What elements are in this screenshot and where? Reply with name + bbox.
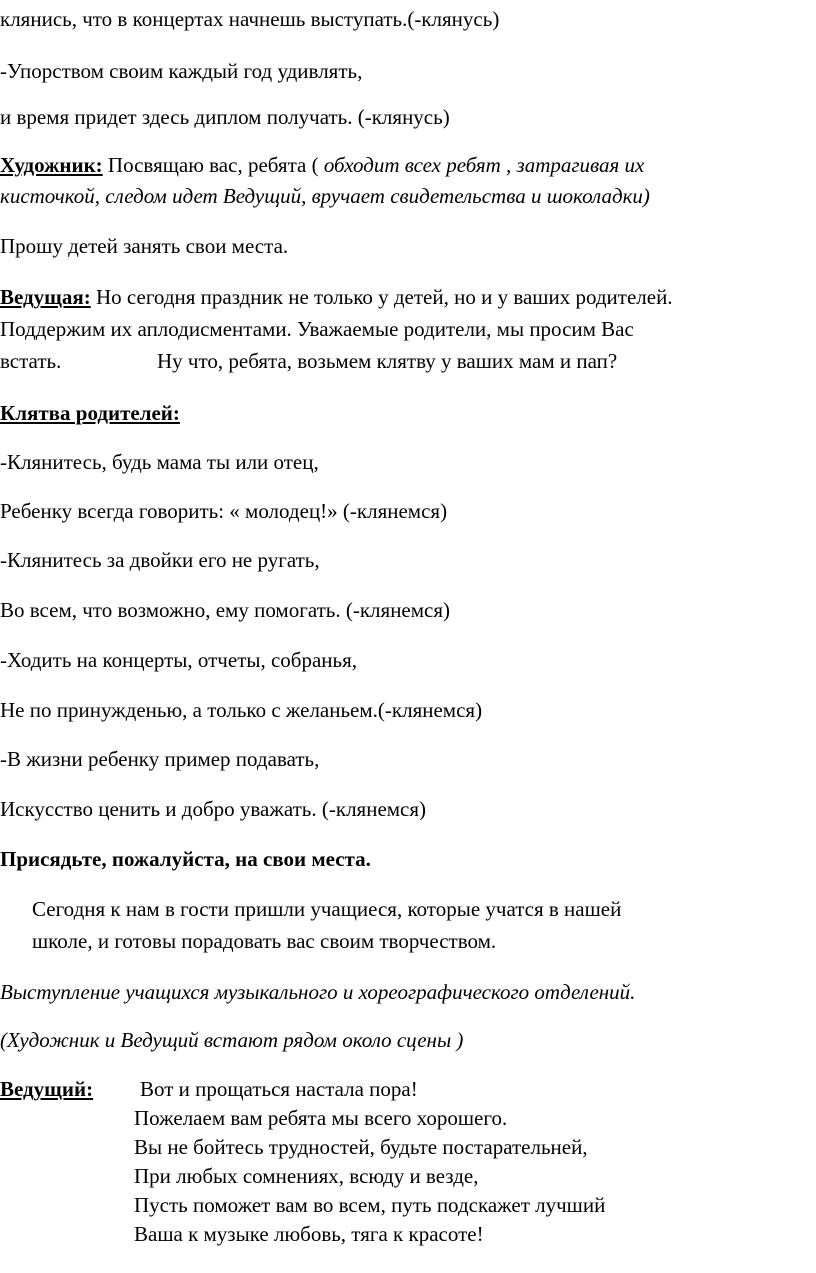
farewell-line-4: При любых сомнениях, всюду и везде, [134, 1164, 479, 1188]
speaker-farewell-host: Ведущий: [0, 1077, 94, 1101]
farewell-line-2: Пожелаем вам ребята мы всего хорошего. [134, 1106, 508, 1130]
host-paragraph-line-3b: Ну что, ребята, возьмем клятву у ваших мам и пап? [157, 349, 618, 373]
vow-parents-line-3: -Клянитесь за двойки его не ругать, [0, 548, 320, 572]
stage-note: (Художник и Ведущий встают рядом около сцены ) [0, 1028, 464, 1052]
vow-children-line-3: и время придет здесь диплом получать. (-клянусь) [0, 105, 450, 129]
host-paragraph-line-1 [0, 284, 673, 310]
host-paragraph-line-3a: встать. [0, 349, 62, 373]
vow-parents-line-1: -Клянитесь, будь мама ты или отец, [0, 450, 319, 474]
vow-parents-line-6: Не по принужденью, а только с желаньем.(-клянемся) [0, 698, 483, 722]
performance-note: Выступление учащихся музыкального и хореографического отделений. [0, 980, 636, 1004]
artist-stage-direction-1: обходит всех ребят , затрагивая их [323, 153, 645, 177]
vow-children-line-1: клянись, что в концертах начнешь выступать.(-клянусь) [0, 7, 500, 31]
vow-parents-line-7: -В жизни ребенку пример подавать, [0, 747, 320, 771]
sit-down-paragraph: Присядьте, пожалуйста, на свои места. [0, 847, 371, 871]
artist-text: Посвящаю вас, ребята ( [102, 153, 324, 177]
guests-paragraph-line-2: школе, и готовы порадовать вас своим творчеством. [32, 929, 497, 953]
artist-stage-direction-2: кисточкой, следом идет Ведущий, вручает свидетельства и шоколадки) [0, 184, 650, 208]
vow-children-line-2: -Упорством своим каждый год удивлять, [0, 59, 363, 83]
parents-vow-heading: Клятва родителей: [0, 401, 180, 425]
artist-paragraph-line-1 [0, 152, 644, 178]
host-text-1: Но сегодня праздник не только у детей, но и у ваших родителей. [90, 285, 673, 309]
vow-parents-line-2: Ребенку всегда говорить: « молодец!» (-клянемся) [0, 499, 448, 523]
vow-parents-line-4: Во всем, что возможно, ему помогать. (-клянемся) [0, 598, 451, 622]
guests-paragraph-line-1: Сегодня к нам в гости пришли учащиеся, которые учатся в нашей [32, 897, 622, 921]
farewell-line-3: Вы не бойтесь трудностей, будьте постарательней, [134, 1135, 588, 1159]
farewell-line-5: Пусть поможет вам во всем, путь подскажет лучший [134, 1193, 606, 1217]
speaker-host: Ведущая: [0, 285, 91, 309]
host-paragraph-line-2: Поддержим их аплодисментами. Уважаемые родители, мы просим Вас [0, 317, 634, 341]
seats-paragraph: Прошу детей занять свои места. [0, 234, 289, 258]
speaker-artist: Художник: [0, 153, 103, 177]
farewell-line-1: Вот и прощаться настала пора! [140, 1077, 418, 1101]
vow-parents-line-8: Искусство ценить и добро уважать. (-клянемся) [0, 797, 427, 821]
farewell-line-6: Ваша к музыке любовь, тяга к красоте! [134, 1222, 484, 1246]
vow-parents-line-5: -Ходить на концерты, отчеты, собранья, [0, 648, 358, 672]
